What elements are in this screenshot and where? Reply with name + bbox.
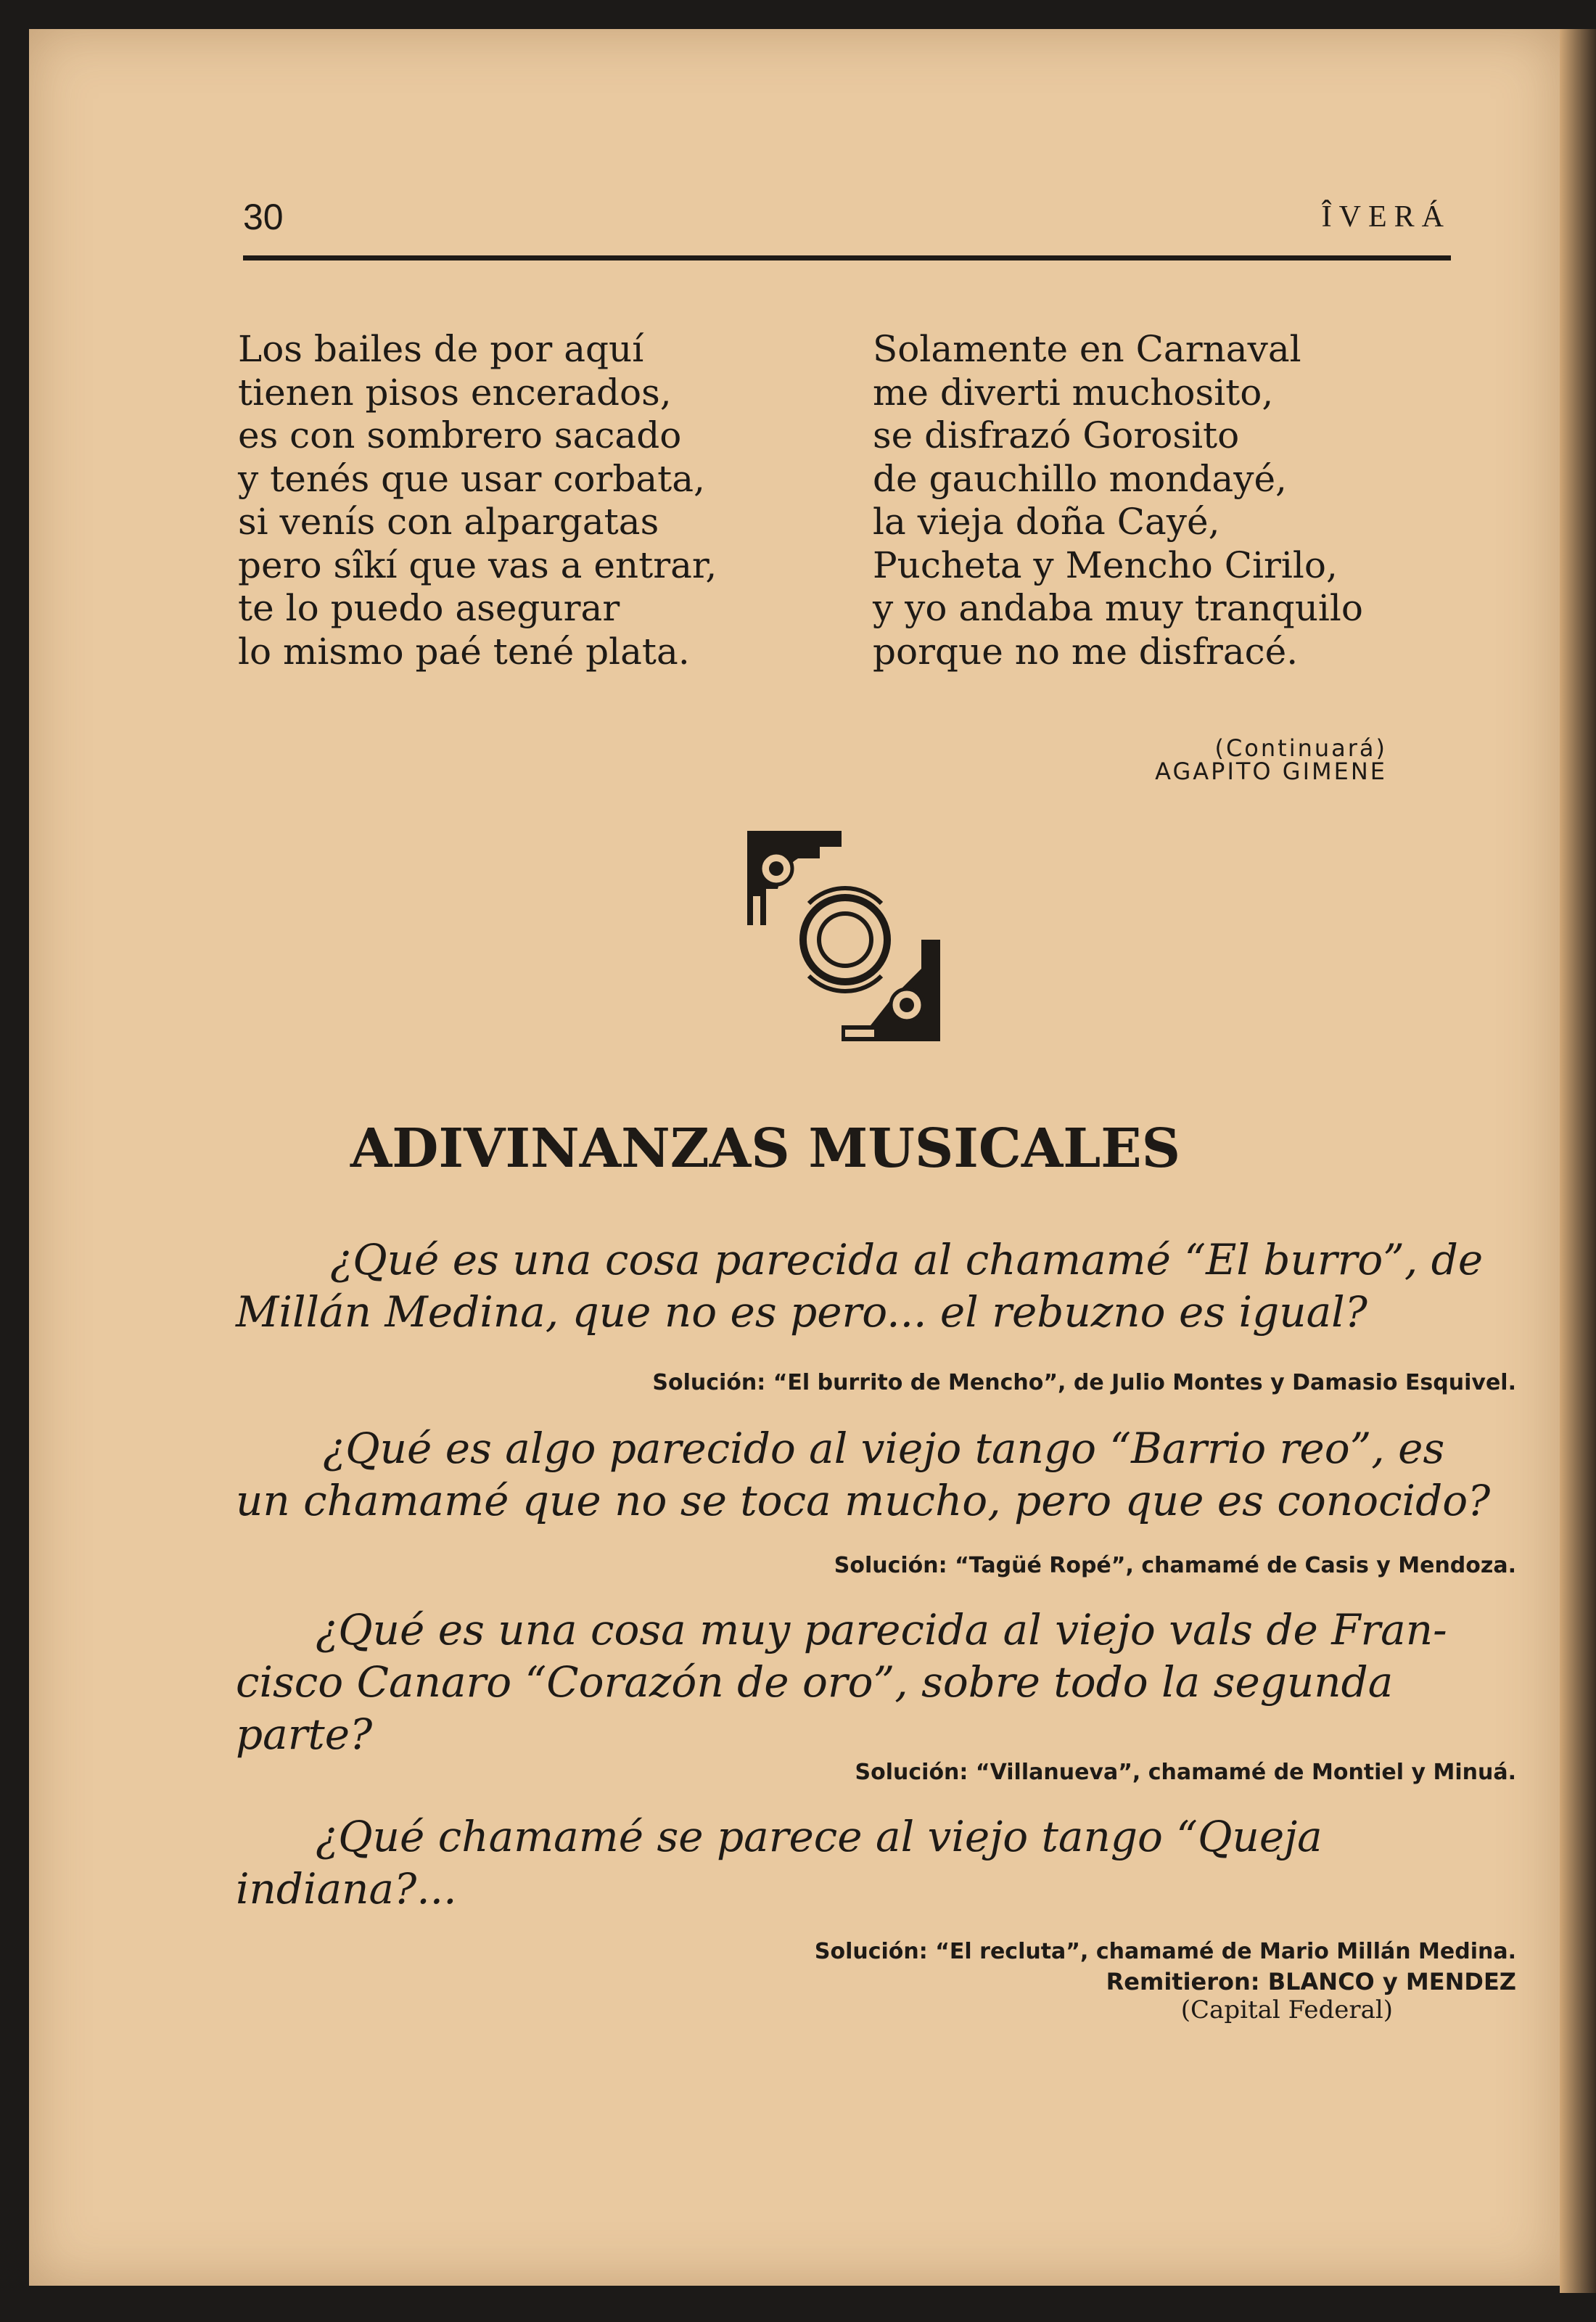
- riddle-line: ¿Qué es una cosa parecida al chamamé “El burro”, de: [330, 1235, 1484, 1284]
- poem-line: tienen pisos encerados,: [238, 371, 672, 414]
- riddle-line: ¿Qué es algo parecido al viejo tango “Barrio reo”, es: [323, 1424, 1445, 1473]
- riddle-line: indiana?...: [236, 1864, 457, 1913]
- poem-left-column: [238, 328, 717, 673]
- poem-line: porque no me disfracé.: [873, 630, 1299, 673]
- riddle-line: parte?: [236, 1710, 373, 1759]
- poem-line: de gauchillo mondayé,: [873, 457, 1287, 500]
- poem-line: lo mismo paé tené plata.: [238, 630, 690, 673]
- poem-line: Pucheta y Mencho Cirilo,: [873, 543, 1338, 586]
- poem-line: y yo andaba muy tranquilo: [873, 587, 1363, 629]
- riddle-line: cisco Canaro “Corazón de oro”, sobre todo la segunda: [236, 1657, 1394, 1707]
- continues-note: (Continuará): [1214, 734, 1387, 762]
- riddle-solution: Solución: “Villanueva”, chamamé de Montiel y Minuá.: [855, 1760, 1516, 1785]
- riddle-2: [236, 1422, 1491, 1527]
- riddle-4: [236, 1810, 1444, 1915]
- senders-line: Remitieron: BLANCO y MENDEZ: [1106, 1968, 1516, 1995]
- riddle-solution: Solución: “Tagüé Ropé”, chamamé de Casis y Mendoza.: [834, 1553, 1516, 1578]
- page-header: [214, 196, 1451, 239]
- riddle-line: ¿Qué es una cosa muy parecida al viejo vals de Fran-: [316, 1605, 1447, 1654]
- riddle-solution: Solución: “El burrito de Mencho”, de Julio Montes y Damasio Esquivel.: [652, 1370, 1516, 1395]
- running-title: ÎVERÁ: [1321, 200, 1451, 234]
- poem-line: te lo puedo asegurar: [238, 587, 620, 629]
- poem-line: si venís con alpargatas: [238, 501, 659, 543]
- poem-line: la vieja doña Cayé,: [873, 501, 1220, 543]
- riddle-solution: Solución: “El recluta”, chamamé de Mario Millán Medina.: [814, 1939, 1516, 1964]
- riddle-line: ¿Qué chamamé se parece al viejo tango “Queja: [316, 1812, 1323, 1861]
- poem-line: Solamente en Carnaval: [873, 328, 1301, 370]
- riddle-line: Millán Medina, que no es pero... el rebuzno es igual?: [236, 1287, 1367, 1337]
- riddle-line: un chamamé que no se toca mucho, pero que es conocido?: [236, 1476, 1491, 1525]
- author-name: AGAPITO GIMENE: [1155, 758, 1387, 785]
- poem-right-column: [873, 328, 1363, 673]
- riddle-3: [236, 1604, 1447, 1760]
- riddle-1: [236, 1234, 1484, 1338]
- poem-line: se disfrazó Gorosito: [873, 414, 1240, 456]
- ornament-icon: [725, 824, 965, 1049]
- poem-line: es con sombrero sacado: [238, 414, 682, 456]
- poem-line: me diverti muchosito,: [873, 371, 1274, 414]
- header-rule: [243, 255, 1451, 260]
- page-edge: [1560, 29, 1596, 2293]
- poem-line: Los bailes de por aquí: [238, 328, 644, 370]
- poem-line: pero sîkí que vas a entrar,: [238, 543, 717, 586]
- poem-line: y tenés que usar corbata,: [238, 457, 705, 500]
- section-title: ADIVINANZAS MUSICALES: [350, 1117, 1181, 1180]
- page-number: 30: [243, 197, 284, 237]
- senders-location: (Capital Federal): [1180, 1995, 1393, 2024]
